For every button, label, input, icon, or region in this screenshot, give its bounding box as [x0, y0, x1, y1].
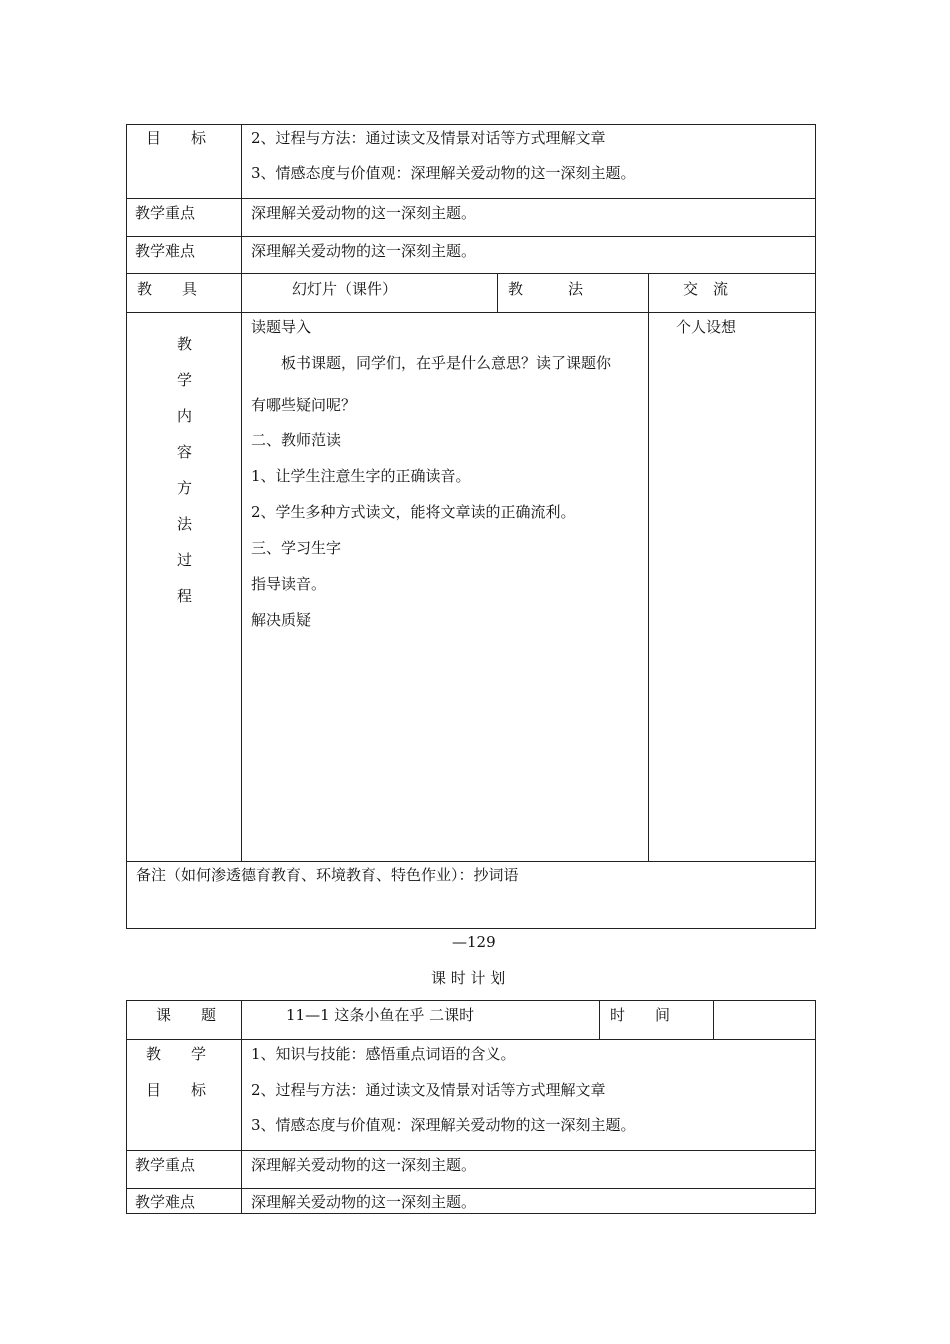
goal-label: 教 学 — [146, 1045, 207, 1063]
table-border — [126, 124, 127, 929]
difficulty-label: 教学难点 — [135, 242, 196, 260]
goal-line: 3、情感态度与价值观：深理解关爱动物的这一深刻主题。 — [251, 164, 636, 182]
process-label-char: 方 — [177, 479, 193, 497]
key-point-value: 深理解关爱动物的这一深刻主题。 — [251, 204, 477, 222]
process-line: 指导读音。 — [251, 575, 327, 593]
table-border — [713, 1000, 714, 1040]
table-border — [241, 1000, 242, 1214]
goal-label: 目 标 — [146, 1081, 207, 1099]
table-border — [126, 1150, 816, 1151]
table-border — [497, 273, 498, 313]
table-border — [815, 1000, 816, 1214]
table-border — [126, 1188, 816, 1189]
difficulty-label: 教学难点 — [135, 1193, 196, 1211]
table-border — [599, 1000, 600, 1040]
process-line: 读题导入 — [251, 318, 312, 336]
process-label-char: 过 — [177, 551, 193, 569]
difficulty-value: 深理解关爱动物的这一深刻主题。 — [251, 242, 477, 260]
process-line: 1、让学生注意生字的正确读音。 — [251, 467, 471, 485]
tools-label: 教 具 — [137, 280, 198, 298]
goal-line: 1、知识与技能：感悟重点词语的含义。 — [251, 1045, 516, 1063]
tools-value: 幻灯片（课件） — [292, 280, 398, 298]
process-line: 解决质疑 — [251, 611, 312, 629]
process-line: 板书课题，同学们，在乎是什么意思？读了课题你 — [251, 354, 612, 372]
process-label-char: 法 — [177, 515, 193, 533]
key-point-value: 深理解关爱动物的这一深刻主题。 — [251, 1156, 477, 1174]
table-border — [126, 1213, 816, 1214]
process-label-char: 内 — [177, 407, 193, 425]
process-label-char: 教 — [177, 335, 193, 353]
method-value: 交 流 — [683, 280, 729, 298]
goal-line: 2、过程与方法：通过读文及情景对话等方式理解文章 — [251, 129, 606, 147]
table-border — [126, 124, 816, 125]
process-label-char: 容 — [177, 443, 193, 461]
process-line: 三、学习生字 — [251, 539, 342, 557]
process-line: 二、教师范读 — [251, 431, 342, 449]
notes: 备注（如何渗透德育教育、环境教育、特色作业）：抄词语 — [136, 866, 519, 884]
goal-label: 目 标 — [146, 129, 207, 147]
table-border — [648, 273, 649, 861]
goal-line: 2、过程与方法：通过读文及情景对话等方式理解文章 — [251, 1081, 606, 1099]
key-point-label: 教学重点 — [135, 1156, 196, 1174]
process-label-char: 学 — [177, 371, 193, 389]
process-line: 有哪些疑问呢？ — [251, 396, 357, 414]
page-number: —129 — [452, 933, 496, 951]
process-label-char: 程 — [177, 587, 193, 605]
table-border — [126, 928, 816, 929]
difficulty-value: 深理解关爱动物的这一深刻主题。 — [251, 1193, 477, 1211]
topic-value: 11—1 这条小鱼在乎 二课时 — [286, 1006, 475, 1024]
key-point-label: 教学重点 — [135, 204, 196, 222]
table-border — [815, 124, 816, 929]
personal-ideas-label: 个人设想 — [676, 318, 737, 336]
table-border — [126, 236, 816, 237]
table-border — [241, 124, 242, 861]
topic-label: 课 题 — [156, 1006, 217, 1024]
process-line: 2、学生多种方式读文，能将文章读的正确流利。 — [251, 503, 576, 521]
table-border — [126, 273, 816, 274]
goal-line: 3、情感态度与价值观：深理解关爱动物的这一深刻主题。 — [251, 1116, 636, 1134]
table-border — [126, 198, 816, 199]
time-label: 时 间 — [610, 1006, 671, 1024]
method-label: 教 法 — [508, 280, 584, 298]
table-border — [126, 1000, 127, 1214]
table-border — [126, 312, 816, 313]
plan-title: 课 时 计 划 — [431, 969, 506, 987]
table-border — [126, 861, 816, 862]
